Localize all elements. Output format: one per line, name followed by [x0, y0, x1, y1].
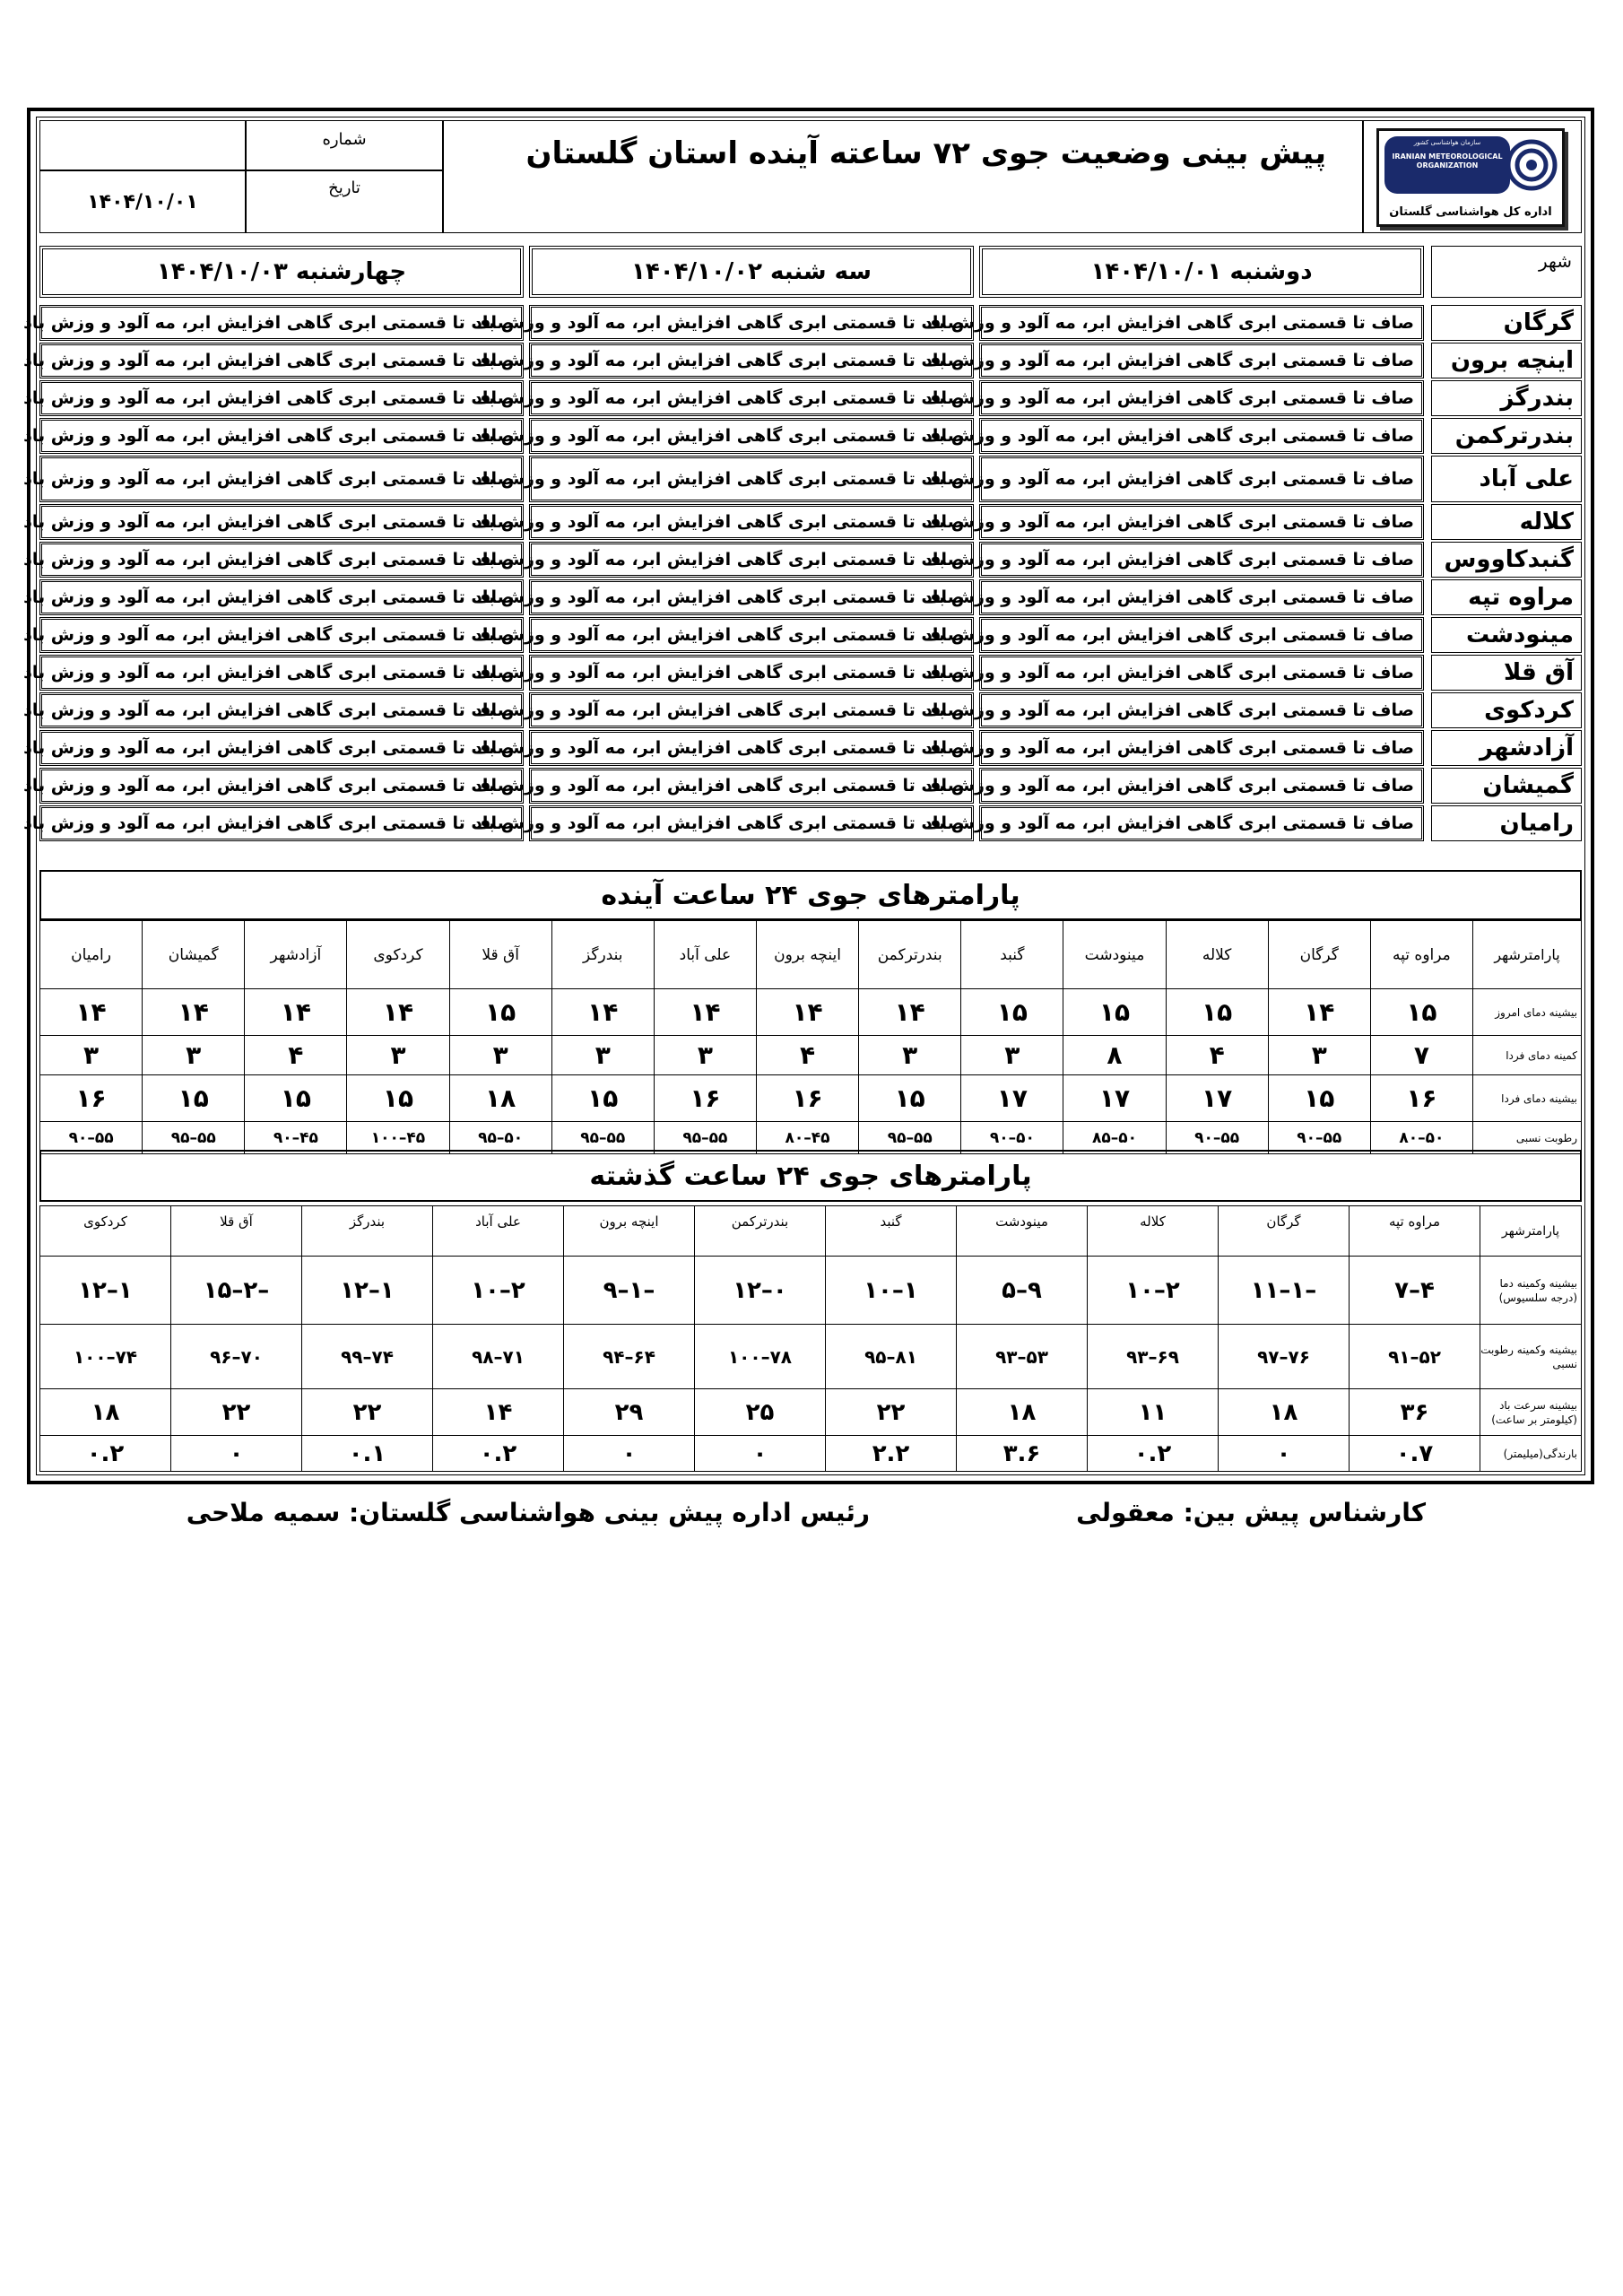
past24-value: ۳۶ [1350, 1389, 1480, 1436]
forecast-cell-day1 [924, 768, 1424, 804]
forecast-cell-day1 [924, 655, 1424, 691]
forecast-description: صاف تا قسمتی ابری گاهی افزایش ابر، مه آلود و وزش باد [23, 587, 514, 607]
past24-value: ۱۲–۰ [695, 1257, 826, 1325]
past24-table [39, 1205, 1582, 1472]
past24-city-header: کردکوی [40, 1206, 171, 1257]
forecast-cell-day3 [23, 579, 524, 615]
past24-value: ۰ [1219, 1436, 1350, 1472]
forecast-city [1431, 768, 1582, 804]
next24-value: ۸۵–۵۰ [1063, 1122, 1166, 1154]
forecast-description: صاف تا قسمتی ابری گاهی افزایش ابر، مه آلود و وزش باد [924, 313, 1414, 333]
forecast-description: صاف تا قسمتی ابری گاهی افزایش ابر، مه آلود و وزش باد [23, 738, 514, 758]
past24-value: ۲۲ [826, 1389, 957, 1436]
city-name: اینچه برون [1450, 347, 1574, 374]
next24-value: ۱۵ [1166, 989, 1268, 1036]
logo-emblem [1384, 136, 1510, 194]
next24-value: ۱۵ [1370, 989, 1472, 1036]
forecast-description: صاف تا قسمتی ابری گاهی افزایش ابر، مه آلود و وزش باد [924, 625, 1414, 645]
next24-value: ۱۰۰–۴۵ [347, 1122, 449, 1154]
forecast-city [1431, 579, 1582, 615]
forecast-cell-day1 [924, 692, 1424, 728]
past24-value: ۰.۲ [1088, 1436, 1219, 1472]
forecast-description: صاف تا قسمتی ابری گاهی افزایش ابر، مه آلود و وزش باد [924, 469, 1414, 489]
next24-value: ۱۴ [1268, 989, 1370, 1036]
forecast-description: صاف تا قسمتی ابری گاهی افزایش ابر، مه آلود و وزش باد [924, 776, 1414, 796]
forecast-city [1431, 456, 1582, 502]
forecast-city [1431, 305, 1582, 341]
day-3-label: چهارشنبه ۱۴۰۴/۱۰/۰۳ [156, 258, 407, 285]
past24-value: ۱۲–۱ [302, 1257, 433, 1325]
next24-value: ۳ [143, 1036, 245, 1075]
past24-value: ۱۰–۱ [826, 1257, 957, 1325]
forecast-description: صاف تا قسمتی ابری گاهی افزایش ابر، مه آلود و وزش باد [924, 738, 1414, 758]
forecast-description: صاف تا قسمتی ابری گاهی افزایش ابر، مه آلود و وزش باد [473, 426, 964, 446]
next24-value: ۱۵ [961, 989, 1063, 1036]
forecast-cell-day3 [23, 692, 524, 728]
next24-city-header: گرگان [1268, 921, 1370, 989]
past24-city-header: مراوه تپه [1350, 1206, 1480, 1257]
next24-row-label: رطوبت نسبی [1473, 1122, 1582, 1154]
next24-value: ۴ [756, 1036, 858, 1075]
forecast-cell-day1 [924, 579, 1424, 615]
forecast-cell-day3 [23, 805, 524, 841]
next24-value: ۱۴ [245, 989, 347, 1036]
next24-value: ۱۶ [756, 1075, 858, 1122]
city-header-cell [1431, 246, 1582, 298]
city-name: گنبدکاووس [1444, 546, 1574, 573]
past24-value: ۰ [695, 1436, 826, 1472]
next24-value: ۸۰–۵۰ [1370, 1122, 1472, 1154]
forecast-description: صاف تا قسمتی ابری گاهی افزایش ابر، مه آلود و وزش باد [23, 351, 514, 370]
past24-value: ۰.۱ [302, 1436, 433, 1472]
forecast-city [1431, 730, 1582, 766]
next24-row-label: بیشینه دمای فردا [1473, 1075, 1582, 1122]
next24-value: ۱۴ [859, 989, 961, 1036]
forecast-description: صاف تا قسمتی ابری گاهی افزایش ابر، مه آلود و وزش باد [924, 550, 1414, 570]
forecast-cell-day2 [473, 692, 974, 728]
forecast-description: صاف تا قسمتی ابری گاهی افزایش ابر، مه آلود و وزش باد [473, 587, 964, 607]
next24-city-header: بندرگز [551, 921, 654, 989]
past24-value: ۹۵–۸۱ [826, 1325, 957, 1389]
forecast-cell-day1 [924, 380, 1424, 416]
forecaster-signature: کارشناس پیش بین: معقولی [1076, 1498, 1426, 1527]
next24-value: ۱۴ [551, 989, 654, 1036]
forecast-description: صاف تا قسمتی ابری گاهی افزایش ابر، مه آلود و وزش باد [924, 512, 1414, 532]
logo-caption: اداره کل هواشناسی گلستان [1389, 205, 1552, 219]
forecast-cell-day2 [473, 805, 974, 841]
forecast-description: صاف تا قسمتی ابری گاهی افزایش ابر، مه آلود و وزش باد [23, 469, 514, 489]
next24-city-header: آزادشهر [245, 921, 347, 989]
forecast-cell-day3 [23, 730, 524, 766]
forecast-cell-day1 [924, 305, 1424, 341]
next24-value: ۱۵ [347, 1075, 449, 1122]
past24-city-header: کلاله [1088, 1206, 1219, 1257]
day-header-2 [529, 246, 974, 298]
forecast-cell-day2 [473, 418, 974, 454]
city-header: شهر [1538, 250, 1572, 272]
forecast-cell-day1 [924, 730, 1424, 766]
day-header-1 [979, 246, 1424, 298]
past24-value: ۹۴–۶۴ [564, 1325, 695, 1389]
head-signature: رئیس اداره پیش بینی هواشناسی گلستان: سمیه ملاحی [186, 1498, 870, 1527]
next24-city-header: علی آباد [654, 921, 756, 989]
next24-value: ۹۰–۵۰ [961, 1122, 1063, 1154]
page-title: پیش بینی وضعیت جوی ۷۲ ساعته آینده استان گلستان [525, 135, 1326, 171]
past24-value: ۱۴ [433, 1389, 564, 1436]
next24-value: ۱۴ [143, 989, 245, 1036]
forecast-cell-day2 [473, 380, 974, 416]
past24-value: ۱۰۰–۷۸ [695, 1325, 826, 1389]
next24-value: ۹۵–۵۵ [859, 1122, 961, 1154]
past24-corner: پارامترشهر [1480, 1206, 1582, 1257]
forecast-description: صاف تا قسمتی ابری گاهی افزایش ابر، مه آلود و وزش باد [23, 625, 514, 645]
next24-value: ۳ [961, 1036, 1063, 1075]
forecast-description: صاف تا قسمتی ابری گاهی افزایش ابر، مه آلود و وزش باد [924, 813, 1414, 833]
next24-value: ۹۵–۵۵ [143, 1122, 245, 1154]
forecast-city [1431, 542, 1582, 578]
forecast-cell-day2 [473, 579, 974, 615]
past24-value: ۲.۲ [826, 1436, 957, 1472]
forecast-description: صاف تا قسمتی ابری گاهی افزایش ابر، مه آلود و وزش باد [473, 625, 964, 645]
past24-value: ۹۳–۵۳ [957, 1325, 1088, 1389]
next24-city-header: کلاله [1166, 921, 1268, 989]
forecast-description: صاف تا قسمتی ابری گاهی افزایش ابر، مه آلود و وزش باد [23, 776, 514, 796]
logo [1376, 128, 1565, 227]
forecast-cell-day3 [23, 542, 524, 578]
next24-value: ۱۴ [756, 989, 858, 1036]
past24-value: ۱۸ [40, 1389, 171, 1436]
past24-city-header: علی آباد [433, 1206, 564, 1257]
forecast-city [1431, 343, 1582, 378]
next24-value: ۹۰–۴۵ [245, 1122, 347, 1154]
forecast-description: صاف تا قسمتی ابری گاهی افزایش ابر، مه آلود و وزش باد [473, 550, 964, 570]
next24-value: ۱۷ [1063, 1075, 1166, 1122]
next24-value: ۳ [551, 1036, 654, 1075]
forecast-description: صاف تا قسمتی ابری گاهی افزایش ابر، مه آلود و وزش باد [473, 313, 964, 333]
past24-value: ۲۲ [302, 1389, 433, 1436]
forecast-cell-day2 [473, 617, 974, 653]
next24-value: ۹۵–۵۰ [449, 1122, 551, 1154]
forecast-cell-day3 [23, 456, 524, 502]
past24-city-header: مینودشت [957, 1206, 1088, 1257]
forecast-cell-day2 [473, 504, 974, 540]
next24-row-label: کمینه دمای فردا [1473, 1036, 1582, 1075]
forecast-cell-day3 [23, 768, 524, 804]
past24-value: ۱۸ [957, 1389, 1088, 1436]
forecast-cell-day1 [924, 343, 1424, 378]
next24-value: ۹۵–۵۵ [654, 1122, 756, 1154]
next24-value: ۱۵ [551, 1075, 654, 1122]
forecast-cell-day3 [23, 504, 524, 540]
past24-value: ۹۹–۷۴ [302, 1325, 433, 1389]
forecast-city [1431, 805, 1582, 841]
forecast-description: صاف تا قسمتی ابری گاهی افزایش ابر، مه آلود و وزش باد [473, 351, 964, 370]
day-header-3 [39, 246, 524, 298]
date-label-cell [246, 170, 443, 233]
city-name: مینودشت [1465, 622, 1574, 648]
past24-city-header: آق قلا [171, 1206, 302, 1257]
past24-value: ۲۵ [695, 1389, 826, 1436]
city-name: گمیشان [1482, 772, 1574, 799]
past24-row-label: بیشینه وکمینه رطوبت نسبی [1480, 1325, 1582, 1389]
past24-row-label: بارندگی(میلیمتر) [1480, 1436, 1582, 1472]
forecast-description: صاف تا قسمتی ابری گاهی افزایش ابر، مه آلود و وزش باد [23, 512, 514, 532]
day-2-label: سه شنبه ۱۴۰۴/۱۰/۰۲ [631, 258, 872, 285]
next24-value: ۱۵ [245, 1075, 347, 1122]
past24-value: ۹۳–۶۹ [1088, 1325, 1219, 1389]
forecast-cell-day3 [23, 655, 524, 691]
past24-value: ۱۰–۲ [1088, 1257, 1219, 1325]
next24-value: ۱۵ [859, 1075, 961, 1122]
forecast-description: صاف تا قسمتی ابری گاهی افزایش ابر، مه آلود و وزش باد [23, 663, 514, 683]
next24-value: ۹۰–۵۵ [1268, 1122, 1370, 1154]
past24-value: ۰ [564, 1436, 695, 1472]
past24-value: ۰ [171, 1436, 302, 1472]
next24-city-header: آق قلا [449, 921, 551, 989]
next24-value: ۹۰–۵۵ [1166, 1122, 1268, 1154]
forecast-description: صاف تا قسمتی ابری گاهی افزایش ابر، مه آلود و وزش باد [924, 388, 1414, 408]
city-name: مراوه تپه [1468, 584, 1574, 611]
past24-value: ۵–۹ [957, 1257, 1088, 1325]
forecast-city [1431, 692, 1582, 728]
city-name: آق قلا [1504, 659, 1574, 686]
past24-value: ۹۱–۵۲ [1350, 1325, 1480, 1389]
next24-value: ۳ [347, 1036, 449, 1075]
past24-city-header: بندرترکمن [695, 1206, 826, 1257]
next24-value: ۱۵ [1268, 1075, 1370, 1122]
forecast-description: صاف تا قسمتی ابری گاهی افزایش ابر، مه آلود و وزش باد [473, 776, 964, 796]
forecast-description: صاف تا قسمتی ابری گاهی افزایش ابر، مه آلود و وزش باد [23, 813, 514, 833]
forecast-cell-day3 [23, 305, 524, 341]
next24-value: ۳ [40, 1036, 143, 1075]
number-label-cell [246, 120, 443, 170]
forecast-city [1431, 418, 1582, 454]
next24-value: ۱۴ [654, 989, 756, 1036]
forecast-city [1431, 504, 1582, 540]
forecast-description: صاف تا قسمتی ابری گاهی افزایش ابر، مه آلود و وزش باد [473, 700, 964, 720]
forecast-cell-day2 [473, 305, 974, 341]
date-label: تاریخ [328, 178, 360, 197]
city-name: کردکوی [1484, 697, 1574, 724]
forecast-cell-day2 [473, 655, 974, 691]
past24-value: ۰.۷ [1350, 1436, 1480, 1472]
next24-value: ۳ [654, 1036, 756, 1075]
next24-city-header: رامیان [40, 921, 143, 989]
next24-value: ۱۷ [1166, 1075, 1268, 1122]
next24-city-header: کردکوی [347, 921, 449, 989]
forecast-cell-day1 [924, 418, 1424, 454]
next24-value: ۱۸ [449, 1075, 551, 1122]
next24-value: ۱۵ [1063, 989, 1166, 1036]
next24-value: ۱۶ [654, 1075, 756, 1122]
logo-org-fa: سازمان هواشناسی کشور [1413, 139, 1481, 146]
day-1-label: دوشنبه ۱۴۰۴/۱۰/۰۱ [1090, 258, 1313, 285]
forecast-cell-day1 [924, 542, 1424, 578]
forecast-cell-day2 [473, 456, 974, 502]
next24-table [39, 920, 1582, 1154]
past24-row-label: بیشینه سرعت باد (کیلومتر بر ساعت) [1480, 1389, 1582, 1436]
forecast-description: صاف تا قسمتی ابری گاهی افزایش ابر، مه آلود و وزش باد [473, 469, 964, 489]
past24-row-label: بیشینه وکمینه دما (درجه سلسیوس) [1480, 1257, 1582, 1325]
past24-value: ۱۲–۱ [40, 1257, 171, 1325]
past24-value: ۱۰۰–۷۴ [40, 1325, 171, 1389]
past24-value: ۹–۱– [564, 1257, 695, 1325]
forecast-cell-day1 [924, 456, 1424, 502]
forecast-description: صاف تا قسمتی ابری گاهی افزایش ابر، مه آلود و وزش باد [473, 738, 964, 758]
next24-value: ۳ [449, 1036, 551, 1075]
next24-corner: پارامترشهر [1473, 921, 1582, 989]
past24-title: پارامترهای جوی ۲۴ ساعت گذشته [39, 1150, 1582, 1202]
forecast-description: صاف تا قسمتی ابری گاهی افزایش ابر، مه آلود و وزش باد [924, 587, 1414, 607]
next24-city-header: مینودشت [1063, 921, 1166, 989]
logo-circles-icon [1505, 138, 1558, 192]
forecast-description: صاف تا قسمتی ابری گاهی افزایش ابر، مه آلود و وزش باد [23, 388, 514, 408]
city-name: رامیان [1499, 810, 1574, 837]
next24-value: ۹۵–۵۵ [551, 1122, 654, 1154]
number-value-cell [39, 120, 246, 170]
forecast-cell-day1 [924, 617, 1424, 653]
forecast-city [1431, 655, 1582, 691]
next24-value: ۴ [1166, 1036, 1268, 1075]
next24-row-label: بیشینه دمای امروز [1473, 989, 1582, 1036]
next24-value: ۱۵ [143, 1075, 245, 1122]
forecast-description: صاف تا قسمتی ابری گاهی افزایش ابر، مه آلود و وزش باد [924, 426, 1414, 446]
city-name: گرگان [1503, 309, 1574, 336]
city-name: کلاله [1519, 509, 1574, 535]
next24-value: ۳ [859, 1036, 961, 1075]
past24-city-header: بندرگز [302, 1206, 433, 1257]
past24-value: ۱۱ [1088, 1389, 1219, 1436]
next24-value: ۴ [245, 1036, 347, 1075]
forecast-cell-day2 [473, 343, 974, 378]
next24-value: ۸ [1063, 1036, 1166, 1075]
next24-value: ۱۴ [347, 989, 449, 1036]
forecast-description: صاف تا قسمتی ابری گاهی افزایش ابر، مه آلود و وزش باد [23, 426, 514, 446]
past24-value: ۱۰–۲ [433, 1257, 564, 1325]
past24-value: ۱۱–۱– [1219, 1257, 1350, 1325]
next24-city-header: گنبد [961, 921, 1063, 989]
past24-value: ۷–۴ [1350, 1257, 1480, 1325]
past24-value: ۱۵–۲– [171, 1257, 302, 1325]
city-name: بندرگز [1500, 385, 1574, 412]
next24-value: ۱۵ [449, 989, 551, 1036]
forecast-cell-day3 [23, 343, 524, 378]
forecast-city [1431, 617, 1582, 653]
forecast-cell-day2 [473, 730, 974, 766]
forecast-cell-day1 [924, 805, 1424, 841]
next24-value: ۸۰–۴۵ [756, 1122, 858, 1154]
forecast-description: صاف تا قسمتی ابری گاهی افزایش ابر، مه آلود و وزش باد [473, 813, 964, 833]
number-label: شماره [322, 130, 367, 149]
date-value: ۱۴۰۴/۱۰/۰۱ [39, 170, 246, 233]
next24-value: ۹۰–۵۵ [40, 1122, 143, 1154]
title-cell [443, 120, 1363, 233]
past24-value: ۰.۲ [40, 1436, 171, 1472]
forecast-description: صاف تا قسمتی ابری گاهی افزایش ابر، مه آلود و وزش باد [924, 700, 1414, 720]
past24-value: ۲۲ [171, 1389, 302, 1436]
forecast-description: صاف تا قسمتی ابری گاهی افزایش ابر، مه آلود و وزش باد [23, 313, 514, 333]
next24-value: ۷ [1370, 1036, 1472, 1075]
forecast-description: صاف تا قسمتی ابری گاهی افزایش ابر، مه آلود و وزش باد [473, 663, 964, 683]
logo-cell [1363, 120, 1582, 233]
next24-value: ۱۷ [961, 1075, 1063, 1122]
next24-value: ۱۶ [1370, 1075, 1472, 1122]
next24-city-header: اینچه برون [756, 921, 858, 989]
forecast-description: صاف تا قسمتی ابری گاهی افزایش ابر، مه آلود و وزش باد [23, 700, 514, 720]
past24-value: ۹۷–۷۶ [1219, 1325, 1350, 1389]
past24-value: ۹۸–۷۱ [433, 1325, 564, 1389]
forecast-cell-day2 [473, 542, 974, 578]
past24-value: ۹۶–۷۰ [171, 1325, 302, 1389]
forecast-cell-day1 [924, 504, 1424, 540]
forecast-city [1431, 380, 1582, 416]
next24-city-header: بندرترکمن [859, 921, 961, 989]
forecast-cell-day3 [23, 617, 524, 653]
city-name: آزادشهر [1479, 735, 1574, 761]
city-name: بندرترکمن [1454, 422, 1574, 449]
forecast-cell-day3 [23, 380, 524, 416]
city-name: علی آباد [1479, 465, 1574, 492]
logo-org-en: IRANIAN METEOROLOGICAL ORGANIZATION [1392, 152, 1503, 170]
past24-city-header: گنبد [826, 1206, 957, 1257]
forecast-description: صاف تا قسمتی ابری گاهی افزایش ابر، مه آلود و وزش باد [924, 351, 1414, 370]
forecast-cell-day3 [23, 418, 524, 454]
past24-city-header: گرگان [1219, 1206, 1350, 1257]
next24-city-header: مراوه تپه [1370, 921, 1472, 989]
forecast-description: صاف تا قسمتی ابری گاهی افزایش ابر، مه آلود و وزش باد [924, 663, 1414, 683]
next24-title: پارامترهای جوی ۲۴ ساعت آینده [39, 870, 1582, 920]
next24-value: ۱۴ [40, 989, 143, 1036]
past24-value: ۲۹ [564, 1389, 695, 1436]
forecast-description: صاف تا قسمتی ابری گاهی افزایش ابر، مه آلود و وزش باد [473, 388, 964, 408]
past24-value: ۱۸ [1219, 1389, 1350, 1436]
past24-value: ۳.۶ [957, 1436, 1088, 1472]
forecast-description: صاف تا قسمتی ابری گاهی افزایش ابر، مه آلود و وزش باد [473, 512, 964, 532]
next24-value: ۱۶ [40, 1075, 143, 1122]
past24-city-header: اینچه برون [564, 1206, 695, 1257]
next24-city-header: گمیشان [143, 921, 245, 989]
forecast-description: صاف تا قسمتی ابری گاهی افزایش ابر، مه آلود و وزش باد [23, 550, 514, 570]
next24-value: ۳ [1268, 1036, 1370, 1075]
forecast-cell-day2 [473, 768, 974, 804]
past24-value: ۰.۲ [433, 1436, 564, 1472]
